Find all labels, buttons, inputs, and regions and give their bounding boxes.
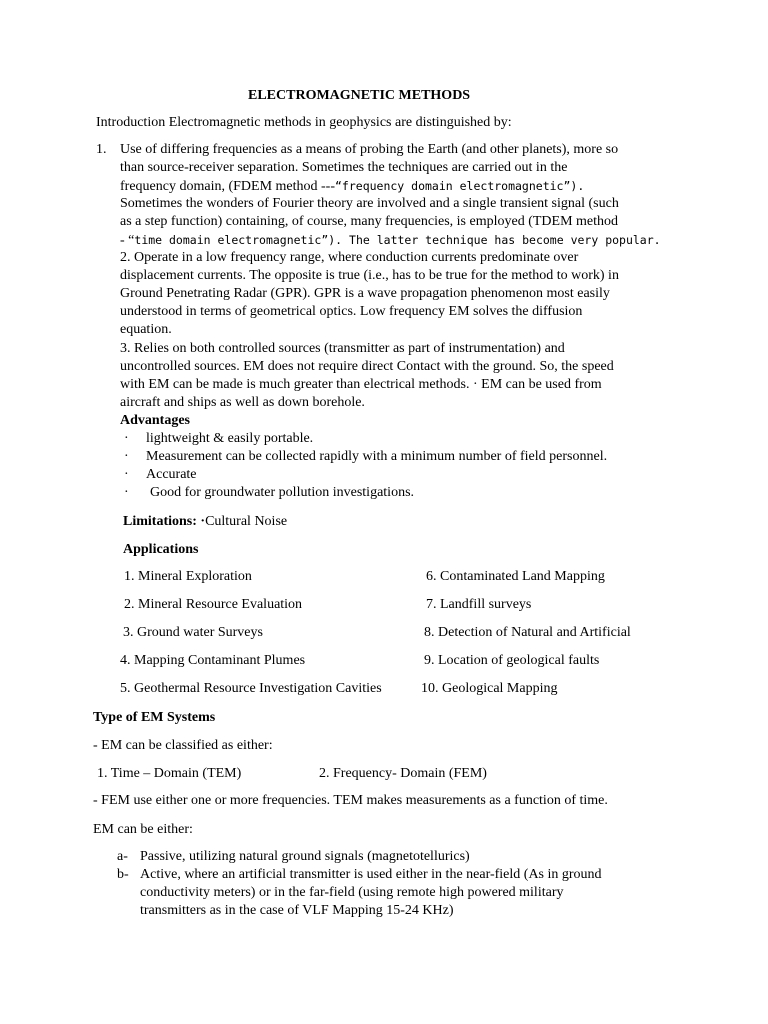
- limitations-label: Limitations: ·: [123, 514, 206, 529]
- item-2-line: Ground Penetrating Radar (GPR). GPR is a wave propagation phenomenon most easily: [120, 286, 610, 301]
- item-1-text: - “: [120, 233, 135, 248]
- frequency-domain-item: 2. Frequency- Domain (FEM): [319, 766, 487, 781]
- item-3-line: uncontrolled sources. EM does not require direct Contact with the ground. So, the speed: [120, 359, 614, 374]
- bullet: ·: [124, 467, 129, 482]
- application-item: 10. Geological Mapping: [421, 681, 558, 696]
- em-either-text: EM can be either:: [93, 822, 193, 837]
- application-item: 7. Landfill surveys: [426, 597, 532, 612]
- item-3-line: with EM can be made is much greater than electrical methods. · EM can be used from: [120, 377, 602, 392]
- active-item-line: conductivity meters) or in the far-field (using remote high powered military: [140, 885, 564, 900]
- application-item: 9. Location of geological faults: [424, 653, 600, 668]
- passive-item: Passive, utilizing natural ground signals (magnetotellurics): [140, 849, 470, 864]
- bullet: ·: [124, 431, 129, 446]
- application-item: 4. Mapping Contaminant Plumes: [120, 653, 306, 668]
- advantages-heading: Advantages: [120, 413, 191, 428]
- application-item: 6. Contaminated Land Mapping: [426, 569, 605, 584]
- intro-text: Introduction Electromagnetic methods in geophysics are distinguished by:: [96, 115, 512, 130]
- applications-heading: Applications: [123, 542, 199, 557]
- active-item-line: Active, where an artificial transmitter is used either in the near-field (As in ground: [140, 867, 602, 882]
- application-item: 8. Detection of Natural and Artificial: [424, 625, 631, 640]
- em-systems-heading: Type of EM Systems: [93, 710, 216, 725]
- bullet: ·: [124, 485, 129, 500]
- advantage-item: lightweight & easily portable.: [146, 431, 314, 446]
- item-1-line: Sometimes the wonders of Fourier theory are involved and a single transient signal (such: [120, 196, 619, 211]
- item-1-mono-text: “frequency domain electromagnetic”).: [335, 179, 585, 193]
- bullet: ·: [124, 449, 129, 464]
- limitations-value: Cultural Noise: [205, 514, 288, 529]
- page-title: ELECTROMAGNETIC METHODS: [248, 88, 471, 103]
- item-1-line: [120, 231, 661, 250]
- fem-note: - FEM use either one or more frequencies. TEM makes measurements as a function of time.: [93, 793, 608, 808]
- item-2-line: 2. Operate in a low frequency range, where conduction currents predominate over: [120, 250, 579, 265]
- em-classified-text: - EM can be classified as either:: [93, 738, 273, 753]
- time-domain-item: 1. Time – Domain (TEM): [97, 766, 242, 781]
- item-1-line: as a step function) containing, of course, many frequencies, is employed (TDEM method: [120, 214, 619, 229]
- list-label-b: b-: [117, 867, 129, 882]
- list-label-a: a-: [117, 849, 128, 864]
- item-2-line: displacement currents. The opposite is true (i.e., has to be true for the method to work) in: [120, 268, 619, 283]
- item-3-line: 3. Relies on both controlled sources (transmitter as part of instrumentation) and: [120, 341, 565, 356]
- advantage-item: Good for groundwater pollution investigations.: [150, 485, 415, 500]
- item-1-line: [120, 177, 584, 196]
- item-1-number: 1.: [96, 142, 107, 157]
- application-item: 3. Ground water Surveys: [123, 625, 263, 640]
- application-item: 1. Mineral Exploration: [124, 569, 252, 584]
- item-1-mono-text: time domain electromagnetic”). The latter technique has become very popular.: [134, 233, 661, 247]
- item-2-line: equation.: [120, 322, 172, 337]
- advantage-item: Measurement can be collected rapidly with a minimum number of field personnel.: [146, 449, 608, 464]
- item-1-text: frequency domain, (FDEM method ---: [120, 179, 335, 194]
- active-item-line: transmitters as in the case of VLF Mapping 15-24 KHz): [140, 903, 454, 918]
- application-item: 2. Mineral Resource Evaluation: [124, 597, 303, 612]
- item-3-line: aircraft and ships as well as down borehole.: [120, 395, 365, 410]
- item-2-line: understood in terms of geometrical optics. Low frequency EM solves the diffusion: [120, 304, 583, 319]
- application-item: 5. Geothermal Resource Investigation Cavities: [120, 681, 382, 696]
- limitations-line: [123, 513, 287, 531]
- advantage-item: Accurate: [146, 467, 197, 482]
- item-1-line: Use of differing frequencies as a means of probing the Earth (and other planets), more so: [120, 142, 619, 157]
- item-1-line: than source-receiver separation. Sometimes the techniques are carried out in the: [120, 160, 568, 175]
